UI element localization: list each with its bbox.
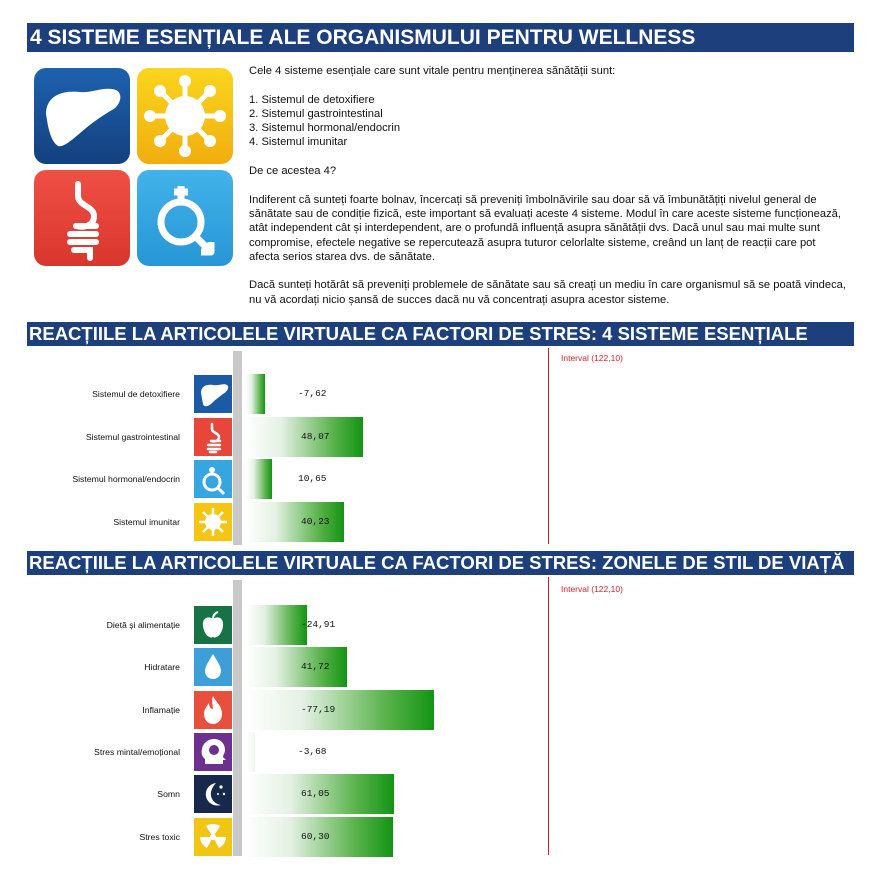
- category-label: Stres mintal/emoțional: [94, 746, 180, 757]
- stomach-icon: [34, 170, 130, 266]
- list-item: 4. Sistemul imunitar: [249, 136, 348, 149]
- systems-list: [249, 93, 849, 150]
- bar-value: 10,65: [298, 473, 327, 484]
- moon-stars-icon: [194, 775, 232, 813]
- bar-value: 60,30: [301, 830, 330, 842]
- brain-head-icon: [194, 733, 232, 771]
- hormone-icon: [137, 170, 233, 266]
- bar-value: 61,05: [301, 788, 330, 800]
- category-label: Stres toxic: [139, 831, 180, 842]
- bar-value: 40,23: [301, 515, 330, 527]
- intro-paragraph: Dacă sunteți hotărât să preveniți problemele de sănătate sau să creați un mediu în care organismul să se poată vindeca, nu vă acordați nicio șansă de succes dacă nu vă concentrați asupra acestor sisteme.: [249, 279, 847, 306]
- intro-paragraph: Indiferent că sunteți foarte bolnav, încercați să preveniți îmbolnăvirile sau doar să vă îmbunătățiți nivelul general de sănătate sau de condiție fizică, este important să evaluați aceste 4 sisteme. Modul în care aceste sisteme funcționează, atât independent cât și interdependent, are o profundă influență asupra sănătății dvs. Dacă unul sau mai multe sunt compromise, efectele negative se repercutează asupra tuturor celorlalte sisteme, creând un lanț de reacții care pot afecta serios starea dvs. de sănătate.: [249, 193, 842, 263]
- bar-value: -3,68: [298, 745, 327, 757]
- interval-line: [548, 577, 549, 855]
- liver-icon: [194, 375, 232, 413]
- bar-value: 41,72: [301, 661, 330, 673]
- bar: [246, 690, 434, 730]
- intro-question: De ce acestea 4?: [249, 165, 337, 178]
- bar: [246, 647, 347, 687]
- intro-lead: Cele 4 sisteme esențiale care sunt vitale pentru menținerea sănătății sunt:: [249, 65, 616, 77]
- bar: [246, 459, 272, 499]
- chart-axis: [233, 580, 242, 856]
- virus-icon: [137, 68, 233, 164]
- category-label: Hidratare: [144, 662, 180, 673]
- apple-icon: [194, 606, 232, 644]
- category-label: Inflamație: [142, 704, 180, 715]
- bar-value: -24,91: [301, 619, 336, 630]
- bar-value: 48,07: [301, 430, 330, 442]
- list-item: 2. Sistemul gastrointestinal: [249, 107, 383, 120]
- bar-value: -77,19: [301, 703, 336, 715]
- category-label: Sistemul de detoxifiere: [92, 389, 180, 399]
- virus-icon: [194, 503, 232, 541]
- bar: [246, 605, 307, 645]
- interval-label: Interval (122,10): [561, 584, 623, 594]
- section-title: REACȚIILE LA ARTICOLELE VIRTUALE CA FACTORI DE STRES: 4 SISTEME ESENȚIALE: [27, 322, 854, 346]
- list-item: 1. Sistemul de detoxifiere: [249, 93, 375, 106]
- bar-value: -7,62: [298, 388, 327, 399]
- section-title: REACȚIILE LA ARTICOLELE VIRTUALE CA FACTORI DE STRES: ZONELE DE STIL DE VIAȚĂ: [27, 551, 854, 575]
- flame-icon: [194, 691, 232, 729]
- bar: [246, 732, 255, 772]
- stomach-icon: [194, 418, 232, 456]
- radiation-icon: [194, 818, 232, 856]
- bar: [246, 374, 265, 414]
- category-label: Somn: [157, 789, 180, 800]
- category-label: Sistemul hormonal/endocrin: [72, 474, 180, 484]
- category-label: Dietă și alimentație: [106, 620, 180, 630]
- page-title: 4 SISTEME ESENȚIALE ALE ORGANISMULUI PENTRU WELLNESS: [27, 23, 854, 52]
- chart-axis: [233, 351, 242, 545]
- category-label: Sistemul imunitar: [113, 516, 180, 527]
- list-item: 3. Sistemul hormonal/endocrin: [249, 122, 401, 135]
- liver-icon: [34, 68, 130, 164]
- hormone-icon: [194, 460, 232, 498]
- interval-label: Interval (122,10): [561, 353, 623, 363]
- interval-line: [548, 348, 549, 544]
- water-drop-icon: [194, 648, 232, 686]
- intro-text: [249, 64, 849, 321]
- category-label: Sistemul gastrointestinal: [85, 431, 180, 442]
